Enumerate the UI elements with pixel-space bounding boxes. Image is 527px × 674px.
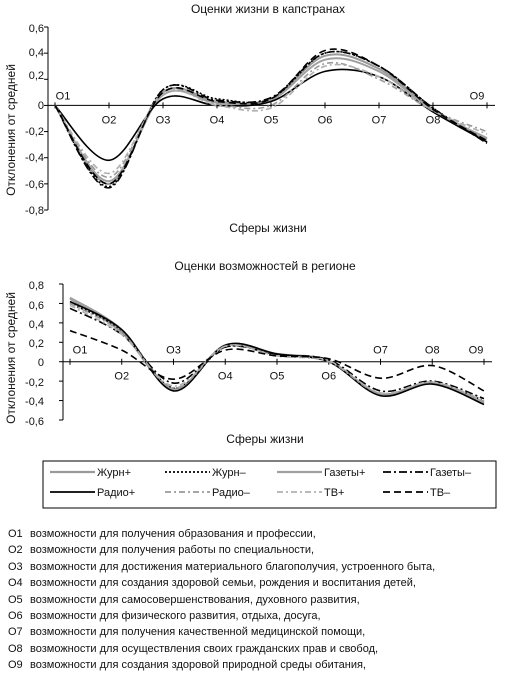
chart-2-ylabel: Отклонения от средней (4, 292, 18, 424)
note-text: возможности для достижения материального благополучия, устроенного быта, (30, 560, 436, 573)
note-text: возможности для создания здоровой природной среды обитания, (30, 659, 366, 672)
note-code: О4 (8, 577, 23, 590)
sphere-notes (8, 526, 523, 674)
chart-1-y-ticks (25, 23, 44, 217)
y-tick-label: -0,4 (25, 396, 44, 408)
note-code: О2 (8, 544, 23, 557)
y-tick-label: 0,8 (28, 280, 44, 292)
legend-label: Радио+ (97, 487, 136, 499)
x-tick-label: О7 (373, 344, 388, 357)
x-tick-label: О8 (424, 344, 440, 357)
note-item (8, 641, 523, 657)
chart-1-xlabel: Сферы жизни (229, 221, 307, 235)
y-tick-label: 0,4 (28, 47, 44, 59)
chart-2-plot (59, 284, 492, 420)
note-code: О5 (8, 593, 23, 606)
y-tick-label: 0 (37, 100, 44, 112)
legend-label: Газеты– (430, 467, 472, 479)
x-tick-label: О9 (468, 344, 484, 357)
x-tick-label: О2 (114, 370, 130, 383)
x-tick-label: О9 (469, 90, 485, 103)
note-item (8, 575, 523, 591)
note-item (8, 608, 523, 624)
y-tick-label: -0,2 (25, 126, 44, 138)
y-tick-label: -0,2 (25, 377, 44, 389)
chart-2-title: Оценки возможностей в регионе (174, 259, 356, 273)
x-tick-label: О6 (317, 114, 333, 127)
x-tick-label: О5 (269, 370, 285, 383)
note-item (8, 542, 523, 558)
legend-label: Журн– (212, 467, 246, 479)
y-tick-label: 0 (37, 357, 44, 369)
y-tick-label: -0,6 (25, 179, 44, 191)
x-tick-label: О3 (155, 114, 171, 127)
x-tick-label: О8 (425, 114, 441, 127)
note-item (8, 592, 523, 608)
y-tick-label: 0,2 (28, 338, 44, 350)
x-tick-label: О7 (371, 114, 387, 127)
x-tick-label: О6 (321, 370, 337, 383)
note-text: возможности для получения качественной медицинской помощи, (30, 626, 366, 639)
note-code: О8 (8, 642, 23, 655)
note-item (8, 624, 523, 640)
legend (43, 461, 496, 508)
x-tick-label: О2 (101, 114, 117, 127)
y-tick-label: -0,8 (25, 205, 44, 217)
chart-1-title: Оценки жизни в капстранах (190, 2, 346, 16)
note-text: возможности для самосовершенствования, духовного развития, (30, 593, 360, 606)
note-text: возможности для получения образования и профессии, (30, 528, 316, 540)
y-tick-label: -0,6 (25, 416, 44, 428)
chart-2-y-ticks (25, 280, 44, 428)
note-item (8, 559, 523, 575)
y-tick-label: -0,4 (25, 152, 44, 164)
chart-2-xlabel: Сферы жизни (226, 432, 304, 446)
y-tick-label: 0,4 (28, 319, 44, 331)
legend-label: Газеты+ (324, 467, 366, 479)
legend-label: Радио– (212, 487, 250, 499)
note-code: О7 (8, 626, 23, 639)
y-tick-label: 0,2 (28, 70, 44, 82)
series-line-Газеты+ (70, 298, 484, 404)
note-code: О6 (8, 610, 23, 623)
x-tick-label: О3 (166, 344, 181, 357)
x-tick-label: О5 (263, 114, 279, 127)
note-code: О1 (8, 528, 23, 540)
chart-1-plot (44, 27, 495, 210)
note-text: возможности для осуществления своих гражданских прав и свобод, (30, 642, 379, 655)
note-item (8, 657, 523, 673)
y-tick-label: 0,6 (28, 300, 44, 312)
chart-1 (4, 2, 345, 235)
series-line-Журн+ (70, 299, 484, 403)
note-code: О3 (8, 560, 23, 573)
note-text: возможности для физического развития, отдыха, досуга, (30, 610, 321, 623)
legend-label: Журн+ (97, 467, 132, 479)
note-item (8, 526, 523, 542)
note-text: возможности для создания здоровой семьи, рождения и воспитания детей, (30, 577, 416, 590)
x-tick-label: О1 (55, 90, 71, 103)
note-text: возможности для получения работы по специальности, (30, 544, 315, 557)
x-tick-label: О4 (217, 370, 233, 383)
chart-1-ylabel: Отклонения от средней (4, 64, 18, 196)
x-tick-label: О4 (209, 114, 225, 127)
legend-label: ТВ– (430, 487, 451, 499)
y-tick-label: 0,6 (28, 23, 44, 35)
x-tick-label: О1 (72, 344, 88, 357)
note-code: О9 (8, 659, 23, 672)
series-line-Радио– (70, 303, 484, 401)
legend-label: ТВ+ (324, 487, 345, 499)
